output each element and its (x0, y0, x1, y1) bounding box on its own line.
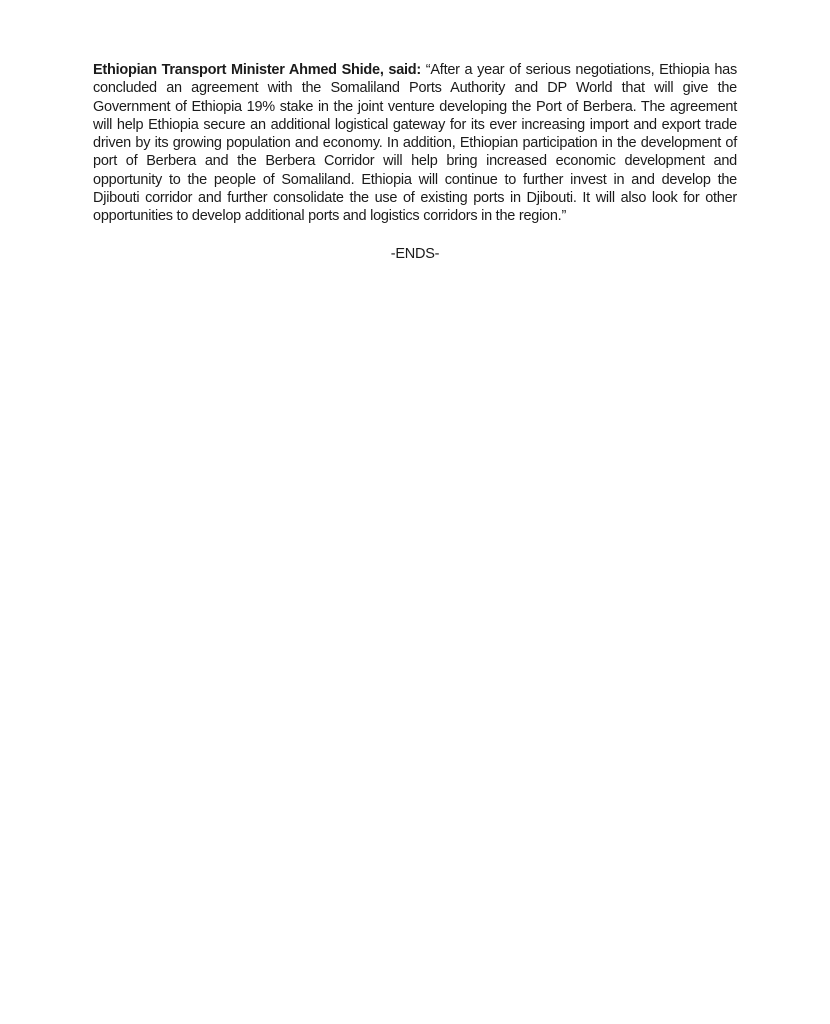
minister-statement-lead: Ethiopian Transport Minister Ahmed Shide, said: (93, 62, 421, 78)
minister-quote-text: “After a year of serious negotiations, Ethiopia has concluded an agreement with the Somaliland Ports Authority and DP World that will give the Government of Ethiopia 19% stake in the joint venture developing the Port of Berbera. The agreement will help Ethiopia secure an additional logistical gateway for its ever increasing import and export trade driven by its growing population and economy. In addition, Ethiopian participation in the development of port of Berbera and the Berbera Corridor will help bring increased economic development and opportunity to the people of Somaliland. Ethiopia will continue to further invest in and develop the Djibouti corridor and further consolidate the use of existing ports in Djibouti. It will also look for other opportunities to develop additional ports and logistics corridors in the region.” (93, 62, 737, 225)
ends-marker: -ENDS- (390, 245, 440, 262)
press-release-body (93, 61, 737, 263)
press-release-paragraph (93, 61, 737, 226)
